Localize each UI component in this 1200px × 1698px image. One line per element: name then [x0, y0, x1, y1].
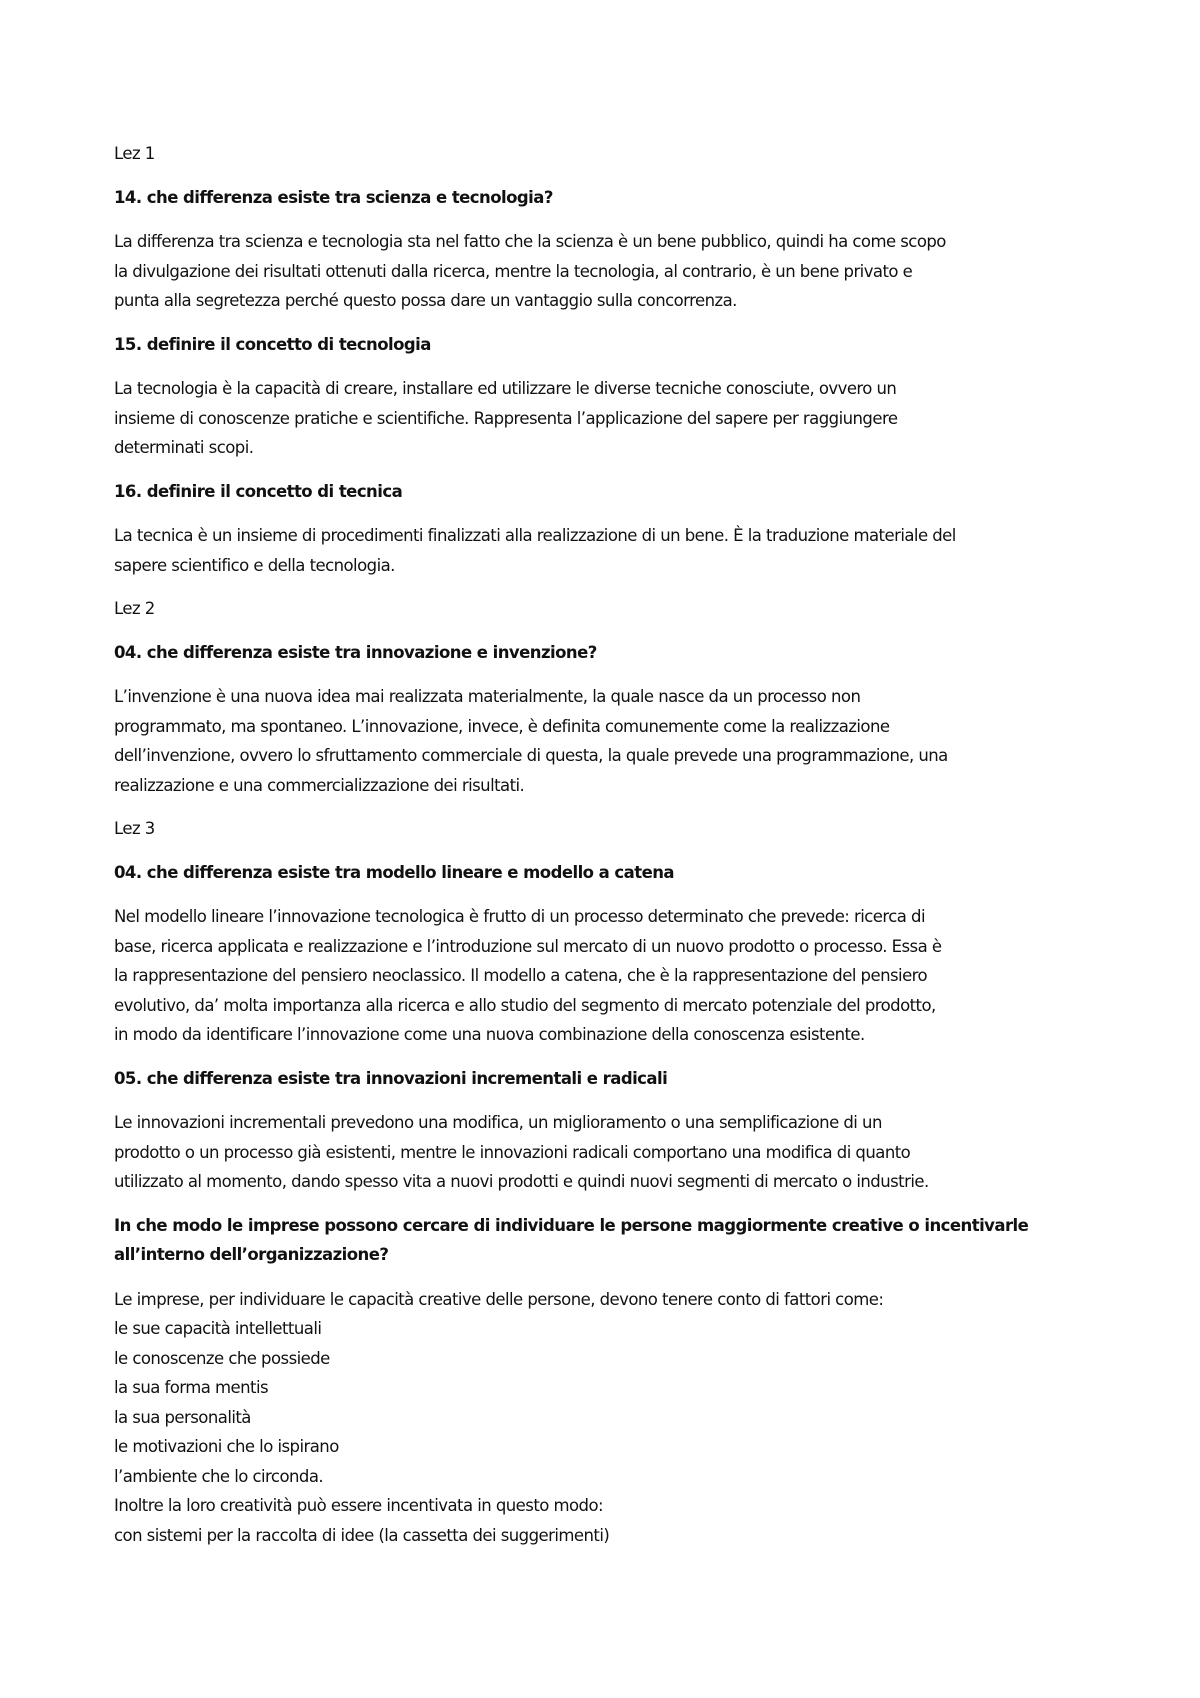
answer-paragraph [114, 521, 1100, 580]
question-title-line: all’interno dell’organizzazione? [114, 1245, 389, 1264]
answer-line: prodotto o un processo già esistenti, mentre le innovazioni radicali comportano una modifica di quanto [114, 1142, 911, 1162]
answer-line: punta alla segretezza perché questo possa dare un vantaggio sulla concorrenza. [114, 291, 737, 310]
answer-line: realizzazione e una commercializzazione dei risultati. [114, 775, 525, 795]
question-title: 05. che differenza esiste tra innovazioni incrementali e radicali [114, 1068, 668, 1088]
lesson-heading: Lez 1 [114, 144, 155, 163]
lesson-heading: Lez 3 [114, 819, 155, 838]
question-title [114, 1211, 1100, 1270]
answer-line: Nel modello lineare l’innovazione tecnologica è frutto di un processo determinato che prevede: ricerca di [114, 907, 926, 926]
answer-line: l’ambiente che lo circonda. [114, 1466, 324, 1486]
question-title: 14. che differenza esiste tra scienza e tecnologia? [114, 187, 553, 207]
answer-line: le conoscenze che possiede [114, 1348, 330, 1368]
answer-paragraph [114, 1285, 1100, 1551]
answer-line: la divulgazione dei risultati ottenuti dalla ricerca, mentre la tecnologia, al contrario, è un bene privato e [114, 261, 913, 281]
answer-line: Le innovazioni incrementali prevedono una modifica, un miglioramento o una semplificazione di un [114, 1113, 882, 1132]
answer-line: La tecnica è un insieme di procedimenti finalizzati alla realizzazione di un bene. È la traduzione materiale del [114, 526, 956, 545]
answer-line: utilizzato al momento, dando spesso vita a nuovi prodotti e quindi nuovi segmenti di mercato o industrie. [114, 1172, 929, 1191]
answer-line: Le imprese, per individuare le capacità creative delle persone, devono tenere conto di fattori come: [114, 1289, 884, 1309]
answer-line: Inoltre la loro creatività può essere incentivata in questo modo: [114, 1496, 604, 1515]
answer-paragraph [114, 1108, 1100, 1197]
answer-line: La tecnologia è la capacità di creare, installare ed utilizzare le diverse tecniche conosciute, ovvero un [114, 379, 897, 398]
answer-line: la rappresentazione del pensiero neoclassico. Il modello a catena, che è la rappresentazione del pensiero [114, 966, 928, 985]
lesson-heading: Lez 2 [114, 599, 155, 618]
answer-paragraph [114, 374, 1100, 463]
answer-line: sapere scientifico e della tecnologia. [114, 555, 395, 575]
question-title: 16. definire il concetto di tecnica [114, 481, 403, 501]
answer-paragraph [114, 902, 1100, 1050]
answer-line: programmato, ma spontaneo. L’innovazione, invece, è definita comunemente come la realizzazione [114, 716, 890, 736]
question-title-line: In che modo le imprese possono cercare di individuare le persone maggiormente creative o incentivarle [114, 1215, 1029, 1235]
answer-line: le motivazioni che lo ispirano [114, 1437, 339, 1456]
answer-line: le sue capacità intellettuali [114, 1319, 322, 1338]
answer-paragraph [114, 682, 1100, 800]
question-title: 15. definire il concetto di tecnologia [114, 334, 431, 354]
answer-line: base, ricerca applicata e realizzazione e l’introduzione sul mercato di un nuovo prodotto o processo. Essa è [114, 936, 942, 956]
answer-line: L’invenzione è una nuova idea mai realizzata materialmente, la quale nasce da un processo non [114, 687, 861, 706]
answer-paragraph [114, 227, 1100, 316]
answer-line: in modo da identificare l’innovazione come una nuova combinazione della conoscenza esistente. [114, 1025, 865, 1044]
question-title: 04. che differenza esiste tra innovazione e invenzione? [114, 642, 597, 662]
question-title: 04. che differenza esiste tra modello lineare e modello a catena [114, 862, 675, 882]
answer-line: determinati scopi. [114, 438, 254, 457]
answer-line: insieme di conoscenze pratiche e scientifiche. Rappresenta l’applicazione del sapere per raggiungere [114, 408, 898, 428]
answer-line: La differenza tra scienza e tecnologia sta nel fatto che la scienza è un bene pubblico, quindi ha come scopo [114, 232, 946, 251]
answer-line: evolutivo, da’ molta importanza alla ricerca e allo studio del segmento di mercato potenziale del prodotto, [114, 995, 936, 1015]
answer-line: la sua personalità [114, 1407, 251, 1427]
answer-line: dell’invenzione, ovvero lo sfruttamento commerciale di questa, la quale prevede una programmazione, una [114, 746, 948, 765]
answer-line: la sua forma mentis [114, 1378, 269, 1397]
answer-line: con sistemi per la raccolta di idee (la cassetta dei suggerimenti) [114, 1525, 610, 1545]
